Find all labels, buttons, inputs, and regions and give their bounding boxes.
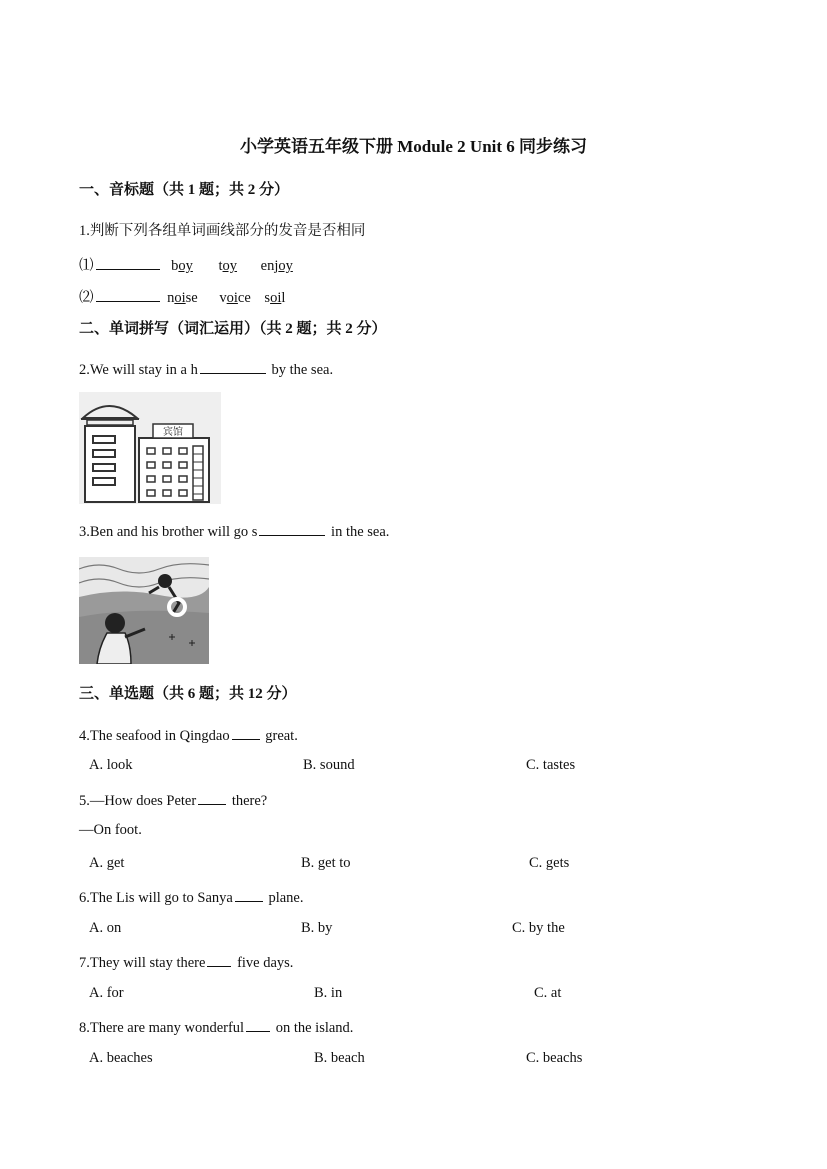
option-a[interactable]: A. for bbox=[89, 985, 124, 1001]
swimming-image bbox=[79, 557, 209, 664]
row-number: ⑴ bbox=[79, 258, 94, 274]
option-a[interactable]: A. beaches bbox=[89, 1050, 153, 1066]
word-toy: toy bbox=[218, 258, 238, 274]
option-a[interactable]: A. look bbox=[89, 757, 133, 773]
word-voice: voice bbox=[219, 290, 251, 306]
answer-blank[interactable] bbox=[198, 790, 226, 805]
row-number: ⑵ bbox=[79, 290, 94, 306]
hotel-image bbox=[79, 392, 221, 504]
option-a[interactable]: A. on bbox=[89, 920, 122, 936]
question-1: 1.判断下列各组单词画线部分的发音是否相同 bbox=[79, 223, 366, 239]
section-heading-2: 二、单词拼写（词汇运用）（共 2 题；共 2 分） bbox=[79, 321, 387, 337]
option-b[interactable]: B. beach bbox=[314, 1050, 365, 1066]
option-c[interactable]: C. at bbox=[534, 985, 562, 1001]
answer-blank[interactable] bbox=[207, 952, 231, 967]
question-4: 4.The seafood in Qingdao great. bbox=[79, 725, 298, 745]
answer-blank[interactable] bbox=[232, 725, 260, 740]
answer-blank[interactable] bbox=[96, 255, 160, 270]
option-c[interactable]: C. tastes bbox=[526, 757, 576, 773]
answer-blank[interactable] bbox=[246, 1017, 270, 1032]
question-5-line-2: —On foot. bbox=[79, 822, 142, 838]
question-7: 7.They will stay there five days. bbox=[79, 952, 293, 972]
question-6: 6.The Lis will go to Sanya plane. bbox=[79, 887, 304, 907]
option-c[interactable]: C. gets bbox=[529, 855, 570, 871]
section-heading-1: 一、音标题（共 1 题；共 2 分） bbox=[79, 182, 290, 198]
answer-blank[interactable] bbox=[259, 521, 325, 536]
option-b[interactable]: B. in bbox=[314, 985, 343, 1001]
section-heading-3: 三、单选题（共 6 题；共 12 分） bbox=[79, 686, 297, 702]
option-b[interactable]: B. sound bbox=[303, 757, 355, 773]
answer-blank[interactable] bbox=[96, 287, 160, 302]
option-c[interactable]: C. beachs bbox=[526, 1050, 583, 1066]
word-boy: boy bbox=[171, 258, 193, 274]
question-5: 5.—How does Peter there? bbox=[79, 790, 267, 810]
question-1-row-2 bbox=[79, 286, 285, 307]
option-b[interactable]: B. by bbox=[301, 920, 333, 936]
option-b[interactable]: B. get to bbox=[301, 855, 351, 871]
option-c[interactable]: C. by the bbox=[512, 920, 565, 936]
word-enjoy: enjoy bbox=[260, 258, 293, 274]
option-a[interactable]: A. get bbox=[89, 855, 125, 871]
answer-blank[interactable] bbox=[200, 359, 266, 374]
question-2: 2.We will stay in a h by the sea. bbox=[79, 359, 333, 379]
answer-blank[interactable] bbox=[235, 887, 263, 902]
hotel-sign-text: 宾馆 bbox=[163, 427, 183, 438]
question-8: 8.There are many wonderful on the island. bbox=[79, 1017, 353, 1037]
word-soil: soil bbox=[264, 290, 286, 306]
word-noise: noise bbox=[167, 290, 198, 306]
question-3: 3.Ben and his brother will go s in the sea. bbox=[79, 521, 389, 541]
page-title: 小学英语五年级下册 Module 2 Unit 6 同步练习 bbox=[239, 137, 588, 156]
question-1-row-1 bbox=[79, 254, 293, 275]
